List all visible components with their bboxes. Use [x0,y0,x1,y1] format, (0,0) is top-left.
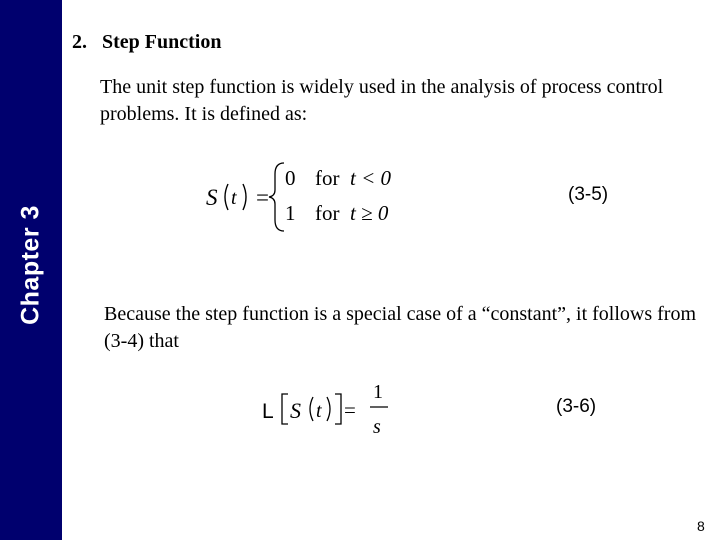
step-function-equation [204,160,414,232]
eq1-case2-cond: t ≥ 0 [350,201,389,225]
equation2-label: (3-6) [556,396,597,417]
laplace-step-equation [262,378,402,440]
chapter-label: Chapter 3 [16,205,45,325]
eq1-case1-cond: t < 0 [350,166,392,190]
eq1-var: t [231,187,237,209]
eq1-case1-value: 0 [285,166,296,190]
eq1-paren-left [225,184,228,210]
eq1-case2-value: 1 [285,201,296,225]
equation1-label: (3-5) [568,184,609,205]
followup-paragraph: Because the step function is a special case of a “constant”, it follows from (3-4) that [104,303,697,352]
eq2-denominator: s [373,416,381,438]
eq2-func: S [290,398,301,423]
eq1-case1-text: for [315,166,340,190]
section-title: Step Function [102,31,222,53]
eq2-equals: = [344,398,356,422]
eq2-var: t [316,400,322,422]
eq2-bracket-right [335,394,341,424]
eq2-numerator: 1 [373,381,383,403]
eq2-bracket-left [282,394,288,424]
intro-paragraph: The unit step function is widely used in the analysis of process control problems. It is defined as: [100,76,664,125]
eq2-operator: L [262,400,274,423]
eq2-paren-left [310,397,313,421]
eq1-cases-brace [269,163,284,231]
eq1-func: S [206,185,218,210]
section-heading [72,31,221,54]
eq2-paren-right [327,397,330,421]
eq1-equals: = [256,185,269,210]
page-number: 8 [697,518,705,534]
chapter-sidebar [0,0,62,540]
eq1-paren-right [243,184,246,210]
section-number: 2. [72,31,87,53]
eq1-case2-text: for [315,201,340,225]
